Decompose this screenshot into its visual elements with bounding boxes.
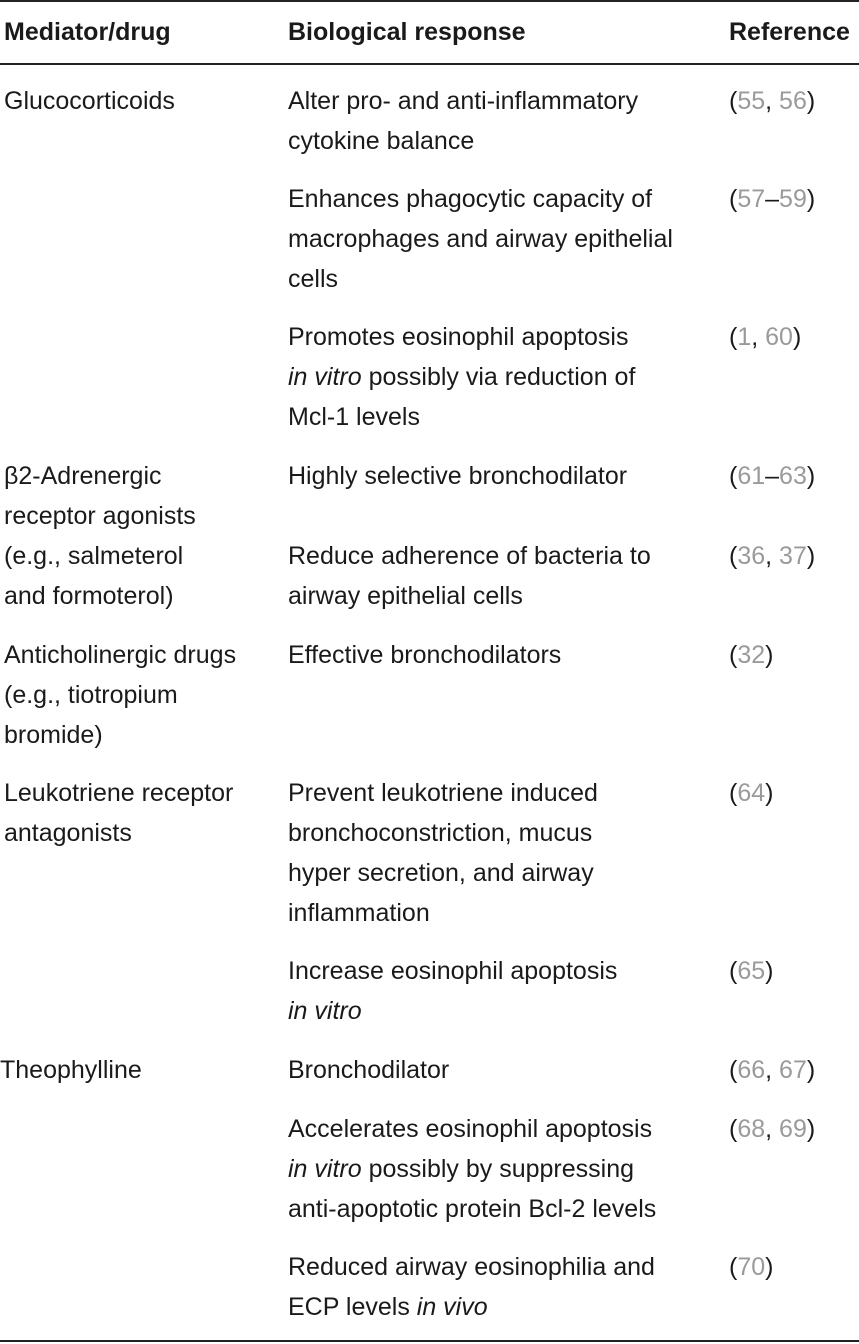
response-line: cytokine balance <box>288 127 475 155</box>
response-line: hyper secretion, and airway <box>288 859 594 887</box>
reference-link[interactable]: 32 <box>737 641 766 669</box>
mediator-cell <box>0 1050 142 1090</box>
reference-link[interactable]: 57 <box>737 185 766 213</box>
mediator-line: β2-Adrenergic <box>4 462 162 490</box>
response-cell <box>288 635 561 675</box>
response-line: anti-apoptotic protein Bcl-2 levels <box>288 1195 657 1223</box>
reference-cell: (61–63) <box>729 462 816 490</box>
reference-link[interactable]: 61 <box>737 462 766 490</box>
response-line: ECP levels in vivo <box>288 1293 488 1321</box>
response-line: Prevent leukotriene induced <box>288 779 598 807</box>
reference-cell: (55, 56) <box>729 87 816 115</box>
table-header-rule <box>0 63 859 65</box>
reference-cell: (36, 37) <box>729 542 816 570</box>
reference-link[interactable]: 36 <box>737 542 766 570</box>
response-line: Highly selective bronchodilator <box>288 462 628 490</box>
reference-link[interactable]: 70 <box>737 1253 766 1281</box>
italic-term: in vitro <box>288 363 362 391</box>
reference-link[interactable]: 1 <box>737 323 752 351</box>
mediator-line: Anticholinergic drugs <box>4 641 237 669</box>
response-line: in vitro possibly by suppressing <box>288 1155 635 1183</box>
reference-link[interactable]: 69 <box>779 1115 807 1143</box>
response-line: cells <box>288 265 339 293</box>
response-line: airway epithelial cells <box>288 582 523 610</box>
response-line: inflammation <box>288 899 430 927</box>
column-header-reference: Reference <box>729 18 850 46</box>
mediator-cell <box>4 81 175 121</box>
reference-link[interactable]: 67 <box>779 1056 807 1084</box>
response-line <box>288 991 617 1031</box>
response-line: Reduce adherence of bacteria to <box>288 542 651 570</box>
response-cell <box>288 1247 655 1327</box>
mediator-line: receptor agonists <box>4 502 196 530</box>
reference-link[interactable]: 68 <box>737 1115 766 1143</box>
response-line: macrophages and airway epithelial <box>288 225 673 253</box>
reference-link[interactable]: 60 <box>765 323 793 351</box>
italic-term: in vitro <box>288 1155 362 1183</box>
mediator-line: Leukotriene receptor <box>4 779 234 807</box>
mediator-line: (e.g., salmeterol <box>4 542 184 570</box>
response-line: bronchoconstriction, mucus <box>288 819 593 847</box>
reference-link[interactable]: 65 <box>737 957 766 985</box>
mediator-line: Glucocorticoids <box>4 87 175 115</box>
reference-link[interactable]: 55 <box>737 87 766 115</box>
mediator-cell <box>4 456 196 616</box>
response-cell <box>288 317 635 437</box>
response-line: Promotes eosinophil apoptosis <box>288 323 629 351</box>
response-cell <box>288 1109 656 1229</box>
response-line: Alter pro- and anti-inflammatory <box>288 87 639 115</box>
response-cell <box>288 1050 449 1090</box>
response-line: Bronchodilator <box>288 1056 450 1084</box>
reference-link[interactable]: 63 <box>779 462 807 490</box>
mediator-line: and formoterol) <box>4 582 174 610</box>
italic-term: in vivo <box>416 1293 488 1321</box>
mediator-cell <box>4 773 233 853</box>
reference-link[interactable]: 59 <box>779 185 807 213</box>
response-line: Reduced airway eosinophilia and <box>288 1253 655 1281</box>
column-header-response: Biological response <box>288 18 526 46</box>
reference-cell: (32) <box>729 641 774 669</box>
reference-cell: (1, 60) <box>729 323 802 351</box>
mediator-line: (e.g., tiotropium <box>4 681 178 709</box>
response-cell <box>288 951 617 1031</box>
mediator-line: bromide) <box>4 721 103 749</box>
response-line: Enhances phagocytic capacity of <box>288 185 653 213</box>
reference-link[interactable]: 37 <box>779 542 807 570</box>
mediator-cell <box>4 635 236 755</box>
response-cell <box>288 179 673 299</box>
response-line: Increase eosinophil apoptosis <box>288 957 618 985</box>
italic-term: in vitro <box>288 997 362 1025</box>
reference-cell: (57–59) <box>729 185 816 213</box>
response-line: Accelerates eosinophil apoptosis <box>288 1115 653 1143</box>
table-top-rule <box>0 0 859 2</box>
reference-cell: (65) <box>729 957 774 985</box>
table-bottom-rule <box>0 1340 859 1342</box>
mediator-line: Theophylline <box>0 1056 142 1084</box>
reference-link[interactable]: 56 <box>779 87 807 115</box>
reference-cell: (64) <box>729 779 774 807</box>
response-line: Mcl-1 levels <box>288 403 420 431</box>
column-header-mediator: Mediator/drug <box>4 18 171 46</box>
response-cell <box>288 773 598 933</box>
response-line: Effective bronchodilators <box>288 641 562 669</box>
reference-cell: (66, 67) <box>729 1056 816 1084</box>
reference-cell: (68, 69) <box>729 1115 816 1143</box>
reference-cell: (70) <box>729 1253 774 1281</box>
response-cell <box>288 456 627 496</box>
response-line: in vitro possibly via reduction of <box>288 363 636 391</box>
reference-link[interactable]: 64 <box>737 779 766 807</box>
response-cell <box>288 81 638 161</box>
mediator-line: antagonists <box>4 819 132 847</box>
reference-link[interactable]: 66 <box>737 1056 766 1084</box>
response-cell <box>288 536 651 616</box>
